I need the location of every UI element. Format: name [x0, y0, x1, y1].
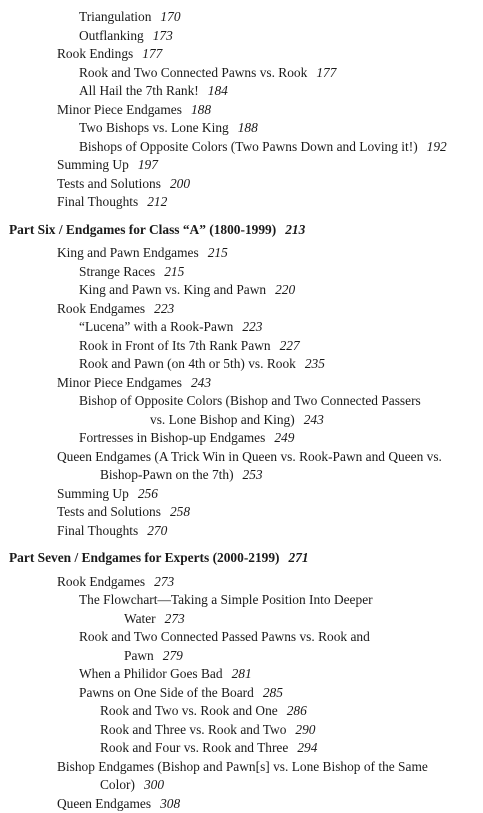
entry-title: Summing Up [57, 486, 129, 501]
toc-entry [0, 665, 483, 684]
entry-title: Bishop of Opposite Colors (Bishop and Two Connected Passers [79, 393, 421, 408]
page-number: 286 [287, 703, 307, 718]
toc-entry [0, 244, 483, 263]
page-number: 184 [208, 83, 228, 98]
page-number: 300 [144, 777, 164, 792]
toc-entry-continuation [0, 610, 483, 629]
toc-entry [0, 374, 483, 393]
toc-entry-continuation [0, 776, 483, 795]
entry-title-continuation: Color) [100, 777, 135, 792]
toc-entry [0, 758, 483, 777]
entry-title: King and Pawn vs. King and Pawn [79, 282, 266, 297]
part-heading [0, 549, 483, 568]
toc-entry [0, 628, 483, 647]
page-number: 253 [243, 467, 263, 482]
toc-entry [0, 684, 483, 703]
entry-title: Triangulation [79, 9, 151, 24]
page-number: 177 [316, 65, 336, 80]
entry-title: Part Seven / Endgames for Experts (2000-2199) [9, 550, 280, 565]
entry-title: Final Thoughts [57, 523, 138, 538]
toc-entry [0, 27, 483, 46]
toc-entry [0, 337, 483, 356]
page-number: 192 [427, 139, 447, 154]
page-number: 235 [305, 356, 325, 371]
page-number: 273 [165, 611, 185, 626]
toc-entry-continuation [0, 466, 483, 485]
toc-entry [0, 64, 483, 83]
toc-entry [0, 573, 483, 592]
entry-title: Rook and Pawn (on 4th or 5th) vs. Rook [79, 356, 296, 371]
page-number: 243 [304, 412, 324, 427]
toc-entry [0, 300, 483, 319]
page-number: 173 [153, 28, 173, 43]
toc-entry [0, 721, 483, 740]
toc-entry [0, 45, 483, 64]
page-number: 285 [263, 685, 283, 700]
toc-entry [0, 263, 483, 282]
page-number: 227 [280, 338, 300, 353]
page-number: 215 [164, 264, 184, 279]
toc-entry [0, 175, 483, 194]
toc-entry [0, 82, 483, 101]
entry-title-continuation: Pawn [124, 648, 154, 663]
entry-title: Bishop Endgames (Bishop and Pawn[s] vs. Lone Bishop of the Same [57, 759, 428, 774]
page-number: 170 [160, 9, 180, 24]
toc-entry-continuation [0, 647, 483, 666]
page-number: 249 [274, 430, 294, 445]
entry-title: Rook Endings [57, 46, 133, 61]
toc-entry [0, 156, 483, 175]
entry-title: Rook in Front of Its 7th Rank Pawn [79, 338, 271, 353]
entry-title: Bishops of Opposite Colors (Two Pawns Down and Loving it!) [79, 139, 418, 154]
entry-title: Minor Piece Endgames [57, 375, 182, 390]
toc-entry [0, 138, 483, 157]
entry-title: Queen Endgames (A Trick Win in Queen vs. Rook-Pawn and Queen vs. [57, 449, 442, 464]
toc-entry [0, 392, 483, 411]
page-number: 294 [297, 740, 317, 755]
page-number: 223 [154, 301, 174, 316]
entry-title: Fortresses in Bishop-up Endgames [79, 430, 265, 445]
part-heading [0, 221, 483, 240]
entry-title: Rook Endgames [57, 574, 145, 589]
page-number: 213 [285, 222, 305, 237]
entry-title: The Flowchart—Taking a Simple Position Into Deeper [79, 592, 373, 607]
entry-title: Rook and Three vs. Rook and Two [100, 722, 286, 737]
toc-entry [0, 739, 483, 758]
toc-entry [0, 8, 483, 27]
entry-title: Rook and Two Connected Passed Pawns vs. Rook and [79, 629, 370, 644]
page-number: 271 [289, 550, 309, 565]
toc-entry [0, 503, 483, 522]
toc-entry [0, 702, 483, 721]
toc-entry [0, 522, 483, 541]
entry-title: Tests and Solutions [57, 504, 161, 519]
toc-entry [0, 591, 483, 610]
page-number: 258 [170, 504, 190, 519]
entry-title: Rook Endgames [57, 301, 145, 316]
entry-title-continuation: Water [124, 611, 156, 626]
page-number: 308 [160, 796, 180, 811]
entry-title: When a Philidor Goes Bad [79, 666, 223, 681]
toc-entry [0, 355, 483, 374]
entry-title: Queen Endgames [57, 796, 151, 811]
page-number: 188 [191, 102, 211, 117]
page-number: 197 [138, 157, 158, 172]
section-gap [0, 540, 483, 549]
toc-entry [0, 429, 483, 448]
page-number: 215 [208, 245, 228, 260]
toc-entry [0, 119, 483, 138]
entry-title: Tests and Solutions [57, 176, 161, 191]
page-number: 281 [232, 666, 252, 681]
entry-title: Rook and Four vs. Rook and Three [100, 740, 288, 755]
entry-title: “Lucena” with a Rook-Pawn [79, 319, 233, 334]
entry-title: Pawns on One Side of the Board [79, 685, 254, 700]
entry-title: Rook and Two vs. Rook and One [100, 703, 278, 718]
entry-title: Summing Up [57, 157, 129, 172]
page-number: 200 [170, 176, 190, 191]
page-number: 279 [163, 648, 183, 663]
page-number: 223 [242, 319, 262, 334]
entry-title: All Hail the 7th Rank! [79, 83, 199, 98]
table-of-contents [0, 8, 483, 813]
page-number: 220 [275, 282, 295, 297]
entry-title: Part Six / Endgames for Class “A” (1800-1999) [9, 222, 276, 237]
entry-title: Two Bishops vs. Lone King [79, 120, 229, 135]
entry-title: Rook and Two Connected Pawns vs. Rook [79, 65, 307, 80]
entry-title: Minor Piece Endgames [57, 102, 182, 117]
entry-title: Final Thoughts [57, 194, 138, 209]
entry-title-continuation: vs. Lone Bishop and King) [150, 412, 295, 427]
page-number: 243 [191, 375, 211, 390]
entry-title: Strange Races [79, 264, 155, 279]
toc-entry [0, 281, 483, 300]
entry-title: Outflanking [79, 28, 144, 43]
page-number: 290 [295, 722, 315, 737]
toc-entry [0, 101, 483, 120]
toc-entry [0, 318, 483, 337]
entry-title: King and Pawn Endgames [57, 245, 199, 260]
page-number: 273 [154, 574, 174, 589]
page-number: 177 [142, 46, 162, 61]
section-gap [0, 212, 483, 221]
toc-entry [0, 448, 483, 467]
toc-entry-continuation [0, 411, 483, 430]
page-number: 256 [138, 486, 158, 501]
page-number: 270 [147, 523, 167, 538]
page-number: 212 [147, 194, 167, 209]
entry-title-continuation: Bishop-Pawn on the 7th) [100, 467, 234, 482]
toc-entry [0, 193, 483, 212]
toc-entry [0, 485, 483, 504]
page-number: 188 [238, 120, 258, 135]
